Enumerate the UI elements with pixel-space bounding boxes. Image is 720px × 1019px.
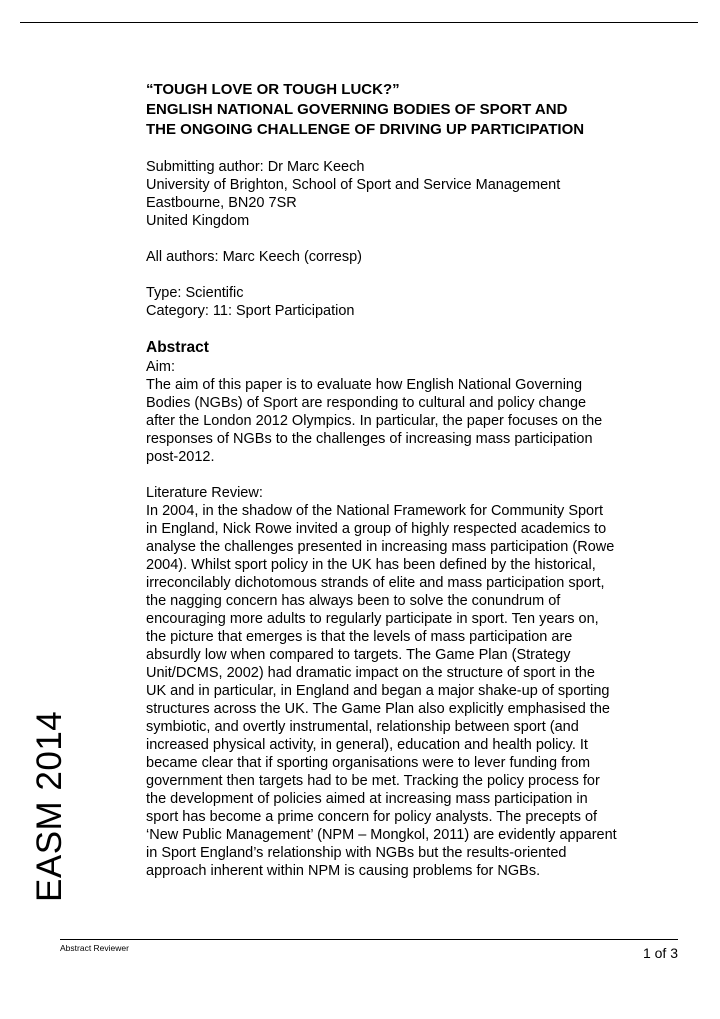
footer-reviewer-label: Abstract Reviewer bbox=[60, 943, 129, 953]
text-line: government then targets had to be met. Tracking the policy process for bbox=[146, 773, 600, 789]
conference-side-label: EASM 2014 bbox=[30, 710, 69, 902]
text-line: analyse the challenges presented in increasing mass participation (Rowe bbox=[146, 539, 615, 555]
title-line: “TOUGH LOVE OR TOUGH LUCK?” bbox=[146, 81, 400, 98]
text-line: symbiotic, and overtly instrumental, relationship between sport (and bbox=[146, 719, 579, 735]
text-line: Literature Review: bbox=[146, 485, 263, 501]
text-line: the development of policies aimed at increasing mass participation in bbox=[146, 791, 588, 807]
text-line: absurdly low when compared to targets. The Game Plan (Strategy bbox=[146, 647, 571, 663]
all-authors: All authors: Marc Keech (corresp) bbox=[146, 249, 362, 265]
text-line: irreconcilably dichotomous strands of elite and mass participation sport, bbox=[146, 575, 605, 591]
text-line: the nagging concern has always been to solve the conundrum of bbox=[146, 593, 561, 609]
text-line: structures across the UK. The Game Plan also explicitly emphasised the bbox=[146, 701, 610, 717]
text-line: in Sport England’s relationship with NGBs but the results-oriented bbox=[146, 845, 567, 861]
text-line: in England, Nick Rowe invited a group of highly respected academics to bbox=[146, 521, 607, 537]
title-line: THE ONGOING CHALLENGE OF DRIVING UP PARTICIPATION bbox=[146, 121, 585, 138]
text-line: In 2004, in the shadow of the National Framework for Community Sport bbox=[146, 503, 603, 519]
text-line: approach inherent within NPM is causing problems for NGBs. bbox=[146, 863, 541, 879]
text-line: Unit/DCMS, 2002) had dramatic impact on the structure of sport in the bbox=[146, 665, 595, 681]
text-line: became clear that if sporting organisations were to lever funding from bbox=[146, 755, 591, 771]
submitting-author: Submitting author: Dr Marc Keech bbox=[146, 159, 365, 175]
type: Type: Scientific bbox=[146, 285, 244, 301]
text-line: the picture that emerges is that the levels of mass participation are bbox=[146, 629, 573, 645]
aim-section bbox=[146, 358, 666, 466]
text-line: UK and in particular, in England and began a major shake-up of sporting bbox=[146, 683, 610, 699]
abstract-heading: Abstract bbox=[146, 339, 209, 356]
text-line: Aim: bbox=[146, 359, 175, 375]
address: Eastbourne, BN20 7SR bbox=[146, 195, 297, 211]
all-authors-block bbox=[146, 248, 666, 266]
country: United Kingdom bbox=[146, 213, 250, 229]
text-line: responses of NGBs to the challenges of increasing mass participation bbox=[146, 431, 593, 447]
text-line: The aim of this paper is to evaluate how English National Governing bbox=[146, 377, 583, 393]
title-line: ENGLISH NATIONAL GOVERNING BODIES OF SPORT AND bbox=[146, 101, 568, 118]
footer-rule bbox=[60, 939, 678, 940]
top-rule bbox=[20, 22, 698, 23]
text-line: post-2012. bbox=[146, 449, 215, 465]
text-line: after the London 2012 Olympics. In particular, the paper focuses on the bbox=[146, 413, 603, 429]
text-line: 2004). Whilst sport policy in the UK has been defined by the historical, bbox=[146, 557, 596, 573]
literature-review-section bbox=[146, 484, 666, 880]
paper-title bbox=[146, 80, 666, 140]
text-line: encouraging more adults to regularly participate in sport. Ten years on, bbox=[146, 611, 599, 627]
text-line: ‘New Public Management’ (NPM – Mongkol, 2011) are evidently apparent bbox=[146, 827, 617, 843]
text-line: sport has become a prime concern for policy analysts. The precepts of bbox=[146, 809, 598, 825]
text-line: Bodies (NGBs) of Sport are responding to cultural and policy change bbox=[146, 395, 587, 411]
page-number: 1 of 3 bbox=[642, 945, 678, 961]
type-block bbox=[146, 284, 666, 320]
author-block bbox=[146, 158, 666, 230]
document-body bbox=[146, 80, 666, 898]
text-line: increased physical activity, in general), education and health policy. It bbox=[146, 737, 588, 753]
category: Category: 11: Sport Participation bbox=[146, 303, 355, 319]
affiliation: University of Brighton, School of Sport and Service Management bbox=[146, 177, 561, 193]
